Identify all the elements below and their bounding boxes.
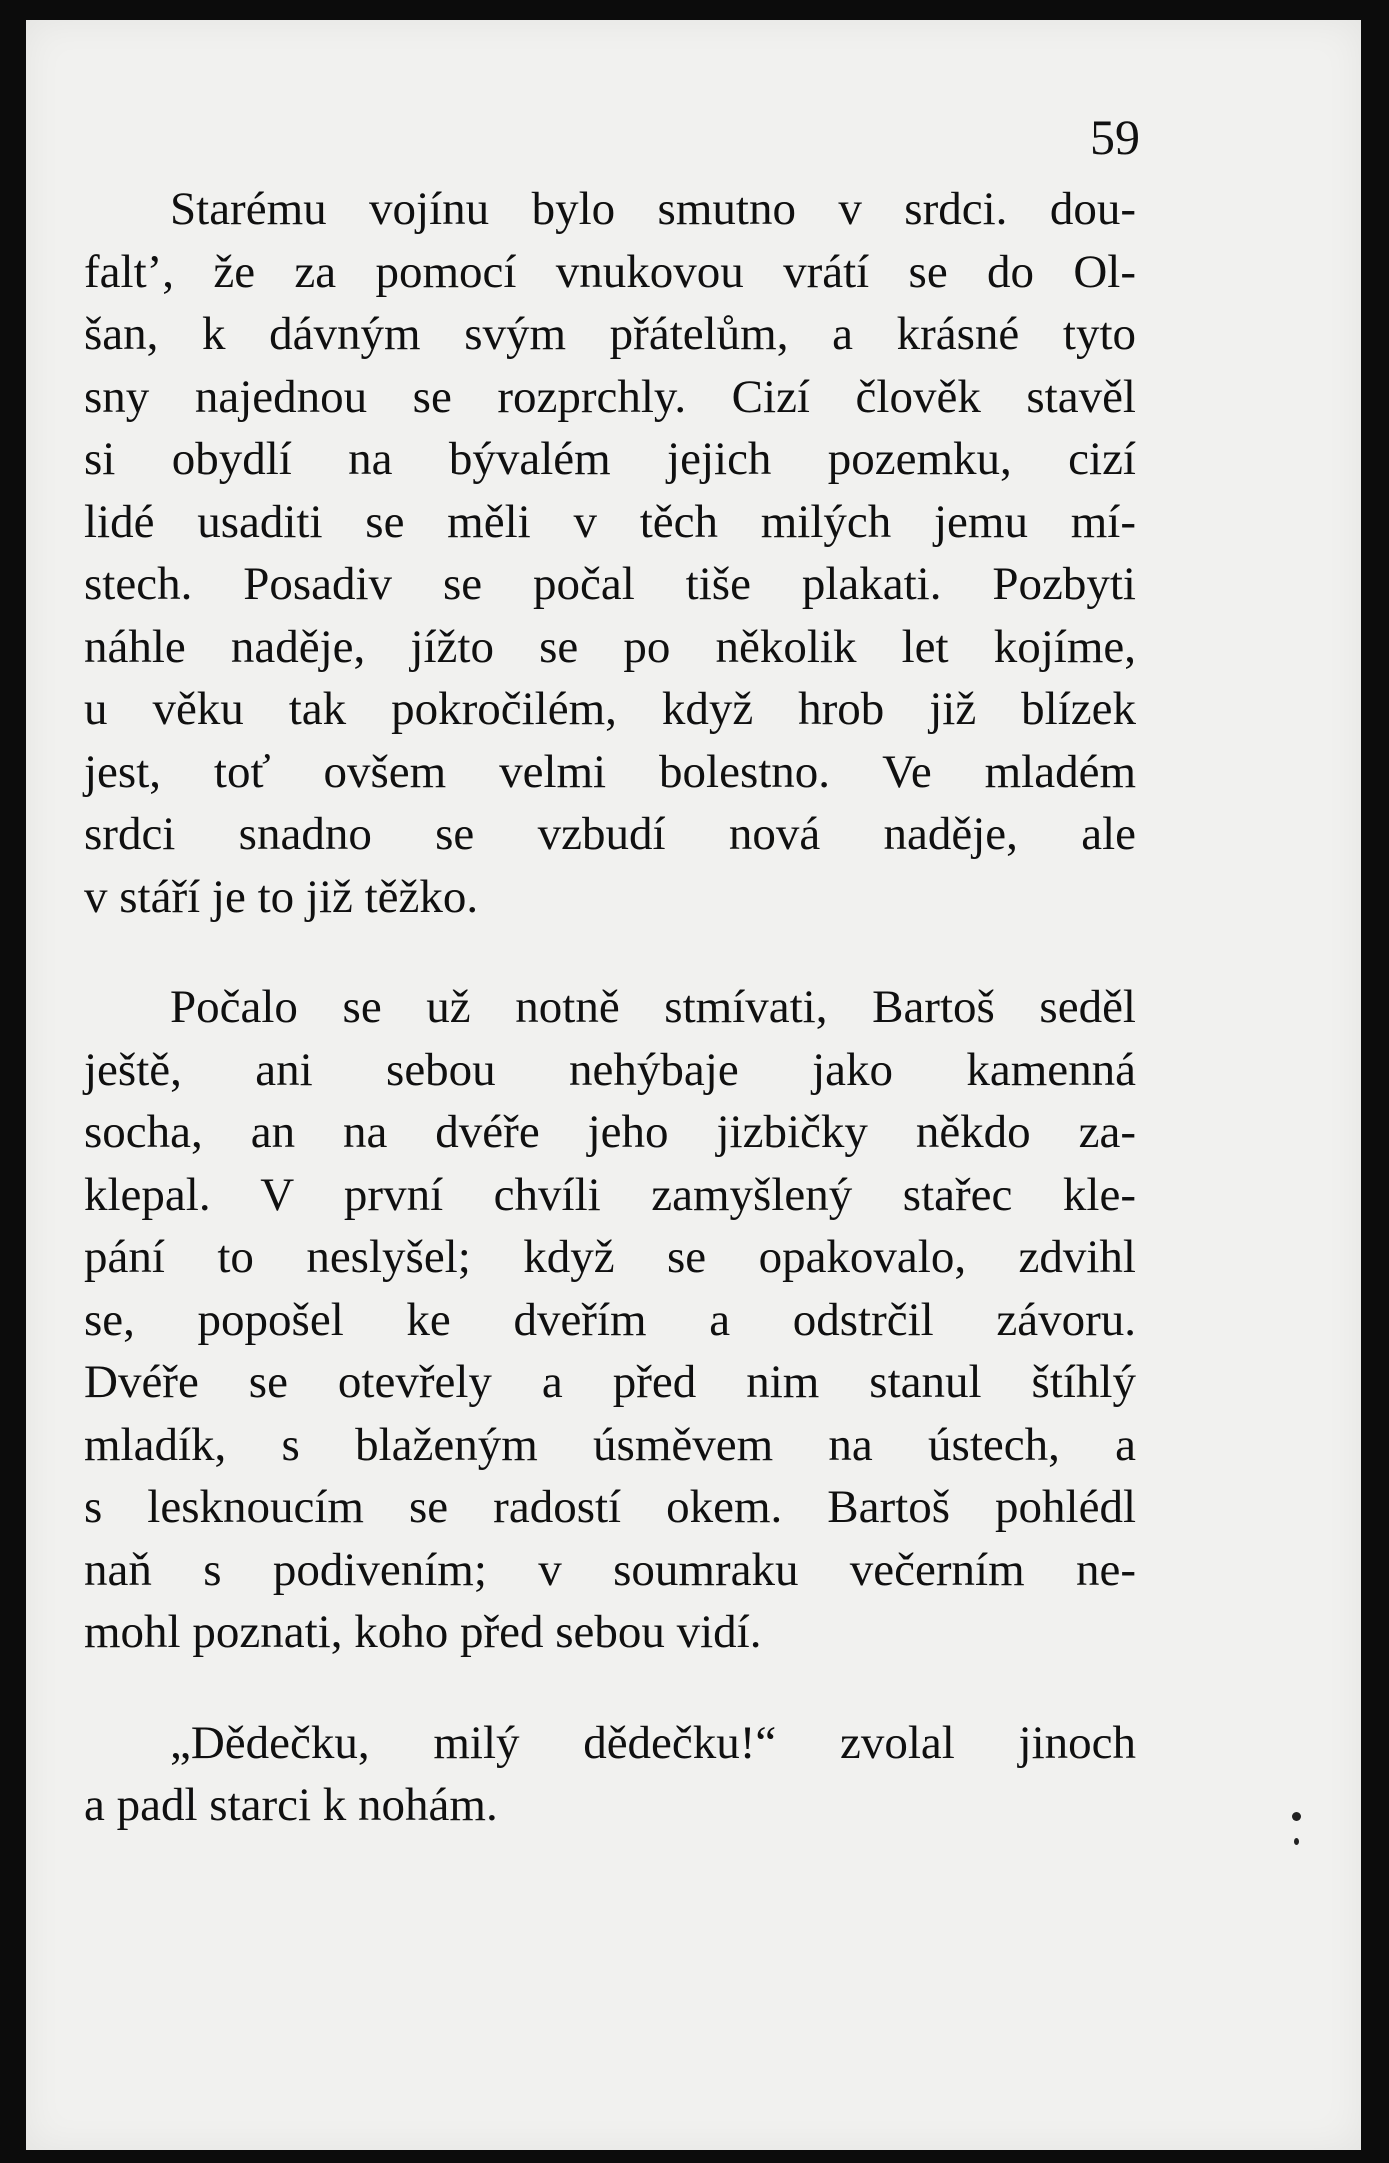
text-line: Starému vojínu bylo smutno v srdci. dou-: [170, 183, 1136, 235]
text-line: klepal. V první chvíli zamyšlený stařec kle-: [84, 1168, 1136, 1221]
text-line: sny najednou se rozprchly. Cizí člověk stavěl: [84, 370, 1136, 423]
ink-speck: [1294, 1838, 1299, 1845]
text-line: faltʼ, že za pomocí vnukovou vrátí se do Ol-: [84, 245, 1136, 298]
paragraph-2: [84, 976, 1136, 1664]
text-line: se, popošel ke dveřím a odstrčil závoru.: [84, 1293, 1136, 1346]
text-line: stech. Posadiv se počal tiše plakati. Pozbyti: [84, 558, 1136, 610]
text-line: „Dědečku, milý dědečku!“ zvolal jinoch: [170, 1716, 1136, 1769]
ink-speck: [1292, 1812, 1301, 1821]
text-line: srdci snadno se vzbudí nová naděje, ale: [84, 808, 1136, 860]
text-line: Dvéře se otevřely a před nim stanul štíhlý: [84, 1356, 1136, 1408]
text-line: lidé usaditi se měli v těch milých jemu mí-: [84, 495, 1136, 548]
text-line: Počalo se už notně stmívati, Bartoš seděl: [170, 981, 1136, 1033]
text-line: jest, toť ovšem velmi bolestno. Ve mladém: [84, 745, 1136, 798]
body-text: [84, 178, 1136, 1837]
text-line: náhle naděje, jížto se po několik let kojíme,: [84, 620, 1136, 673]
text-line: v stáří je to již těžko.: [84, 870, 479, 923]
text-line: si obydlí na bývalém jejich pozemku, cizí: [84, 433, 1136, 485]
text-line: mohl poznati, koho před sebou vidí.: [84, 1606, 762, 1658]
page-number: 59: [1090, 109, 1140, 165]
text-line: u věku tak pokročilém, když hrob již blízek: [84, 683, 1136, 735]
text-line: socha, an na dvéře jeho jizbičky někdo za-: [84, 1106, 1136, 1158]
text-line: s lesknoucím se radostí okem. Bartoš pohlédl: [84, 1481, 1136, 1533]
text-line: pání to neslyšel; když se opakovalo, zdvihl: [84, 1231, 1136, 1283]
paragraph-1: [84, 178, 1136, 928]
text-line: a padl starci k nohám.: [84, 1779, 498, 1831]
text-line: ještě, ani sebou nehýbaje jako kamenná: [84, 1043, 1136, 1096]
text-line: naň s podivením; v soumraku večerním ne-: [84, 1543, 1136, 1596]
text-line: šan, k dávným svým přátelům, a krásné tyto: [84, 308, 1136, 360]
text-line: mladík, s blaženým úsměvem na ústech, a: [84, 1418, 1136, 1471]
paragraph-3: [84, 1712, 1136, 1837]
